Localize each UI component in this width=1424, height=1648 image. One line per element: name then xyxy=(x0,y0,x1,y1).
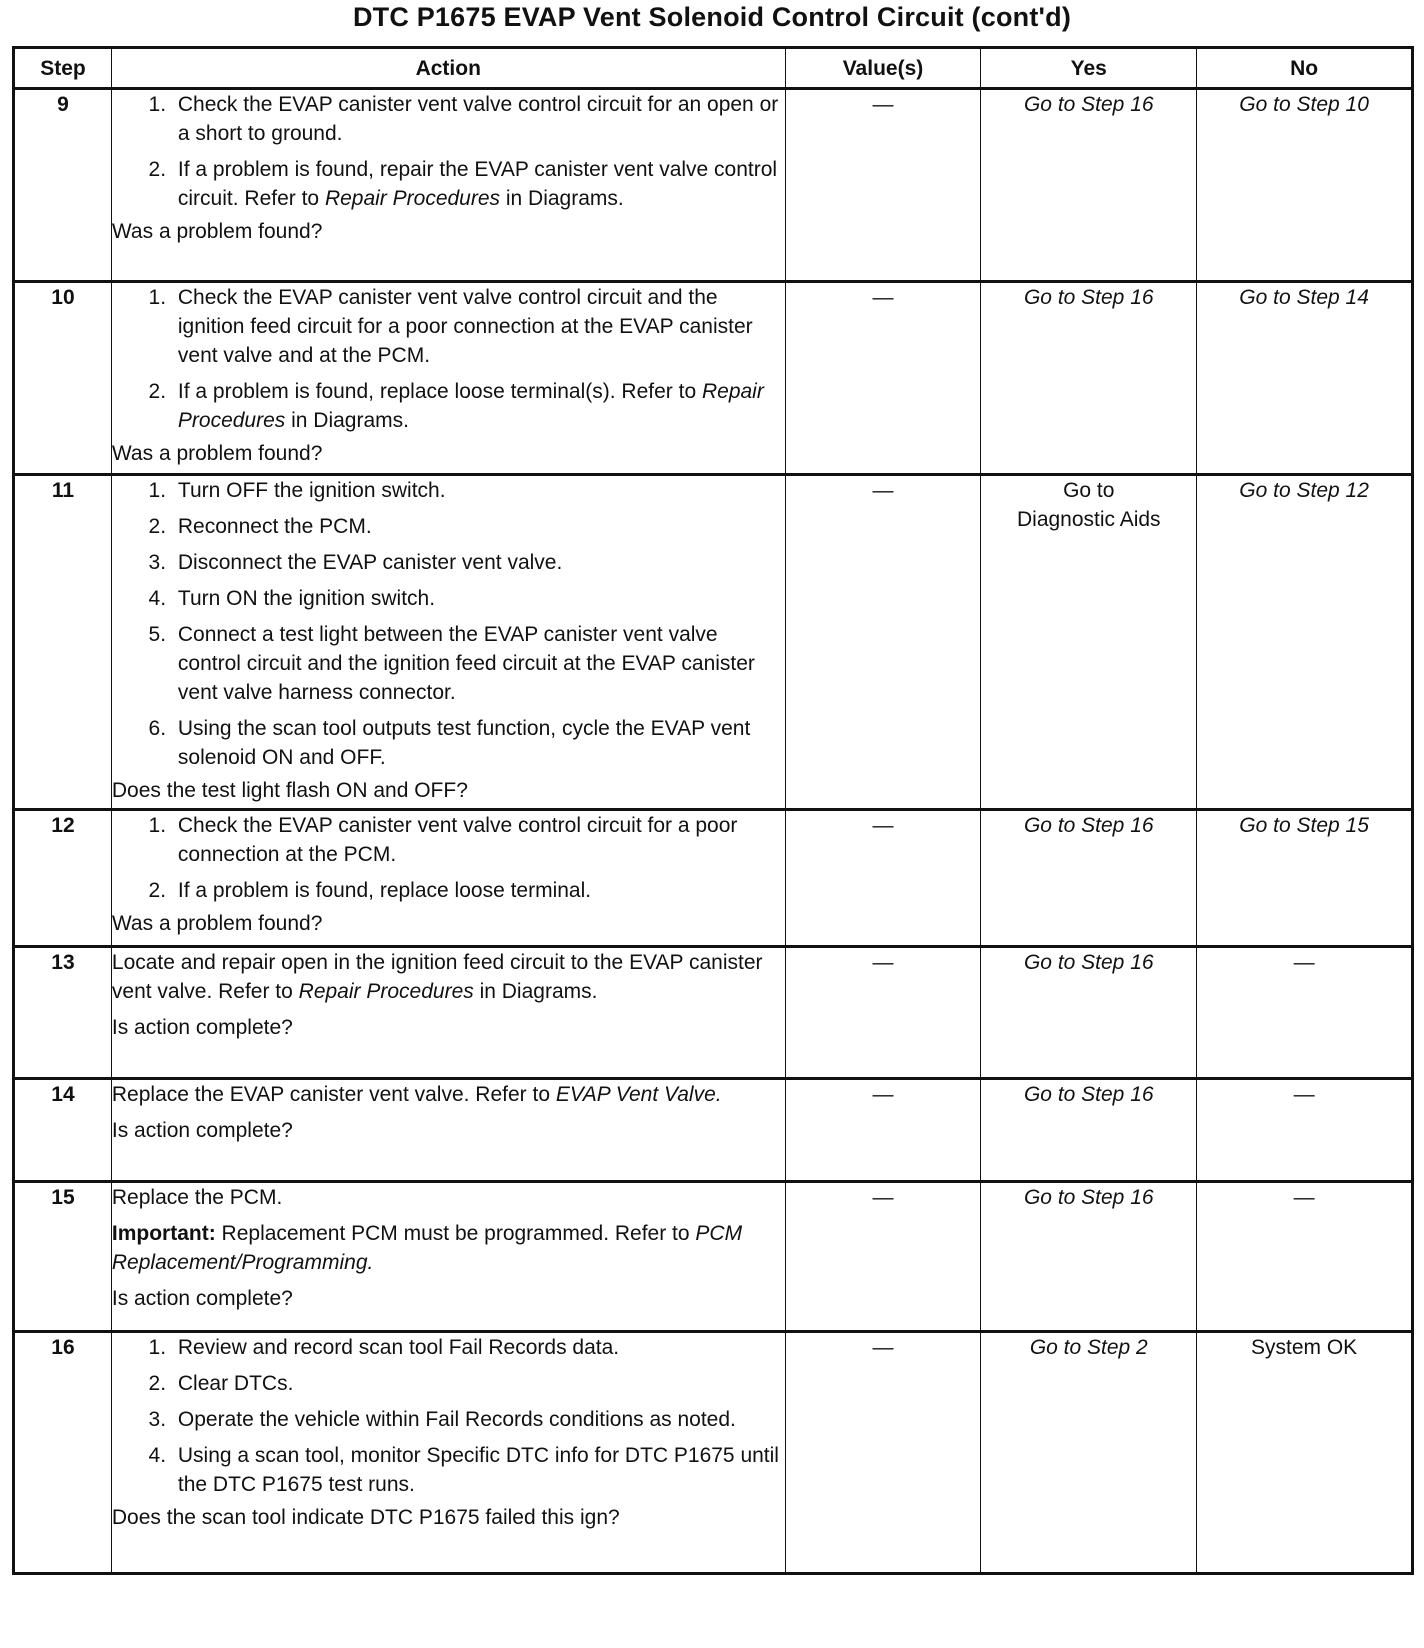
action-list xyxy=(112,90,785,213)
question: Was a problem found? xyxy=(111,912,323,935)
no-cell: — xyxy=(1197,1182,1413,1332)
step-number: 12 xyxy=(14,810,112,947)
header-action: Action xyxy=(111,48,785,89)
list-item: 2. Reconnect the PCM. xyxy=(172,512,785,541)
important-note: Important: Replacement PCM must be programmed. Refer to PCM Replacement/Programming. xyxy=(111,1222,743,1274)
step-number: 15 xyxy=(14,1182,112,1332)
step-number: 11 xyxy=(14,475,112,810)
value-cell: — xyxy=(785,1182,981,1332)
yes-cell: Go to Step 16 xyxy=(981,1182,1197,1332)
table-row xyxy=(14,1079,1413,1182)
question: Was a problem found? xyxy=(111,220,323,243)
yes-cell: Go to Step 2 xyxy=(981,1332,1197,1574)
yes-cell: Go to Step 16 xyxy=(981,282,1197,475)
list-item: 2. If a problem is found, replace loose terminal(s). Refer to Repair Procedures in Diagrams. xyxy=(172,377,785,435)
action-cell xyxy=(111,810,785,947)
value-cell: — xyxy=(785,1079,981,1182)
action-cell xyxy=(111,947,785,1079)
list-item: 4. Using a scan tool, monitor Specific DTC info for DTC P1675 until the DTC P1675 test runs. xyxy=(172,1441,785,1499)
table-row xyxy=(14,810,1413,947)
action-cell xyxy=(111,282,785,475)
table-row xyxy=(14,475,1413,810)
list-item: 5. Connect a test light between the EVAP canister vent valve control circuit and the ignition feed circuit at the EVAP canister vent valve harness connector. xyxy=(172,620,785,707)
no-cell: Go to Step 10 xyxy=(1197,89,1413,282)
yes-cell: Go to Step 16 xyxy=(981,947,1197,1079)
yes-line: Diagnostic Aids xyxy=(1016,508,1161,531)
no-cell: — xyxy=(1197,1079,1413,1182)
action-cell xyxy=(111,89,785,282)
step-number: 16 xyxy=(14,1332,112,1574)
question: Does the scan tool indicate DTC P1675 failed this ign? xyxy=(111,1506,620,1529)
header-yes: Yes xyxy=(981,48,1197,89)
yes-cell: Go to Step 16 xyxy=(981,810,1197,947)
step-number: 10 xyxy=(14,282,112,475)
list-item: 6. Using the scan tool outputs test function, cycle the EVAP vent solenoid ON and OFF. xyxy=(172,714,785,772)
list-item: 3. Disconnect the EVAP canister vent valve. xyxy=(172,548,785,577)
list-item: 4. Turn ON the ignition switch. xyxy=(172,584,785,613)
action-list xyxy=(112,811,785,905)
value-cell: — xyxy=(785,475,981,810)
question: Is action complete? xyxy=(111,1119,293,1142)
table-row xyxy=(14,282,1413,475)
value-cell: — xyxy=(785,810,981,947)
no-cell: Go to Step 12 xyxy=(1197,475,1413,810)
action-paragraph: Replace the PCM. xyxy=(111,1186,283,1209)
no-cell: Go to Step 15 xyxy=(1197,810,1413,947)
list-item: 1. Check the EVAP canister vent valve control circuit and the ignition feed circuit for a poor connection at the EVAP canister vent valve and at the PCM. xyxy=(172,283,785,370)
action-cell xyxy=(111,1332,785,1574)
no-cell: System OK xyxy=(1197,1332,1413,1574)
question: Is action complete? xyxy=(111,1287,293,1310)
question: Is action complete? xyxy=(111,1016,293,1039)
no-cell: Go to Step 14 xyxy=(1197,282,1413,475)
list-item: 3. Operate the vehicle within Fail Records conditions as noted. xyxy=(172,1405,785,1434)
list-item: 1. Review and record scan tool Fail Records data. xyxy=(172,1333,785,1362)
step-number: 14 xyxy=(14,1079,112,1182)
table-row xyxy=(14,1182,1413,1332)
action-paragraph: Replace the EVAP canister vent valve. Refer to EVAP Vent Valve. xyxy=(111,1083,722,1106)
list-item: 1. Check the EVAP canister vent valve control circuit for an open or a short to ground. xyxy=(172,90,785,148)
table-row xyxy=(14,1332,1413,1574)
header-values: Value(s) xyxy=(785,48,981,89)
table-header-row xyxy=(14,48,1413,89)
table-row xyxy=(14,89,1413,282)
question: Was a problem found? xyxy=(111,442,323,465)
header-step: Step xyxy=(14,48,112,89)
action-cell xyxy=(111,1079,785,1182)
no-cell: — xyxy=(1197,947,1413,1079)
list-item: 1. Turn OFF the ignition switch. xyxy=(172,476,785,505)
list-item: 1. Check the EVAP canister vent valve control circuit for a poor connection at the PCM. xyxy=(172,811,785,869)
yes-cell: Go to Step 16 xyxy=(981,89,1197,282)
yes-cell: Go to Step 16 xyxy=(981,1079,1197,1182)
value-cell: — xyxy=(785,282,981,475)
header-no: No xyxy=(1197,48,1413,89)
value-cell: — xyxy=(785,89,981,282)
action-cell xyxy=(111,475,785,810)
yes-cell xyxy=(981,475,1197,810)
question: Does the test light flash ON and OFF? xyxy=(111,779,468,802)
list-item: 2. If a problem is found, replace loose terminal. xyxy=(172,876,785,905)
step-number: 9 xyxy=(14,89,112,282)
action-list xyxy=(112,476,785,772)
step-number: 13 xyxy=(14,947,112,1079)
action-list xyxy=(112,283,785,435)
value-cell: — xyxy=(785,1332,981,1574)
page-title: DTC P1675 EVAP Vent Solenoid Control Circuit (cont'd) xyxy=(352,2,1072,32)
action-cell xyxy=(111,1182,785,1332)
diagnostic-table xyxy=(12,46,1414,1575)
list-item: 2. If a problem is found, repair the EVAP canister vent valve control circuit. Refer to Repair Procedures in Diagrams. xyxy=(172,155,785,213)
table-row xyxy=(14,947,1413,1079)
value-cell: — xyxy=(785,947,981,1079)
action-paragraph: Locate and repair open in the ignition feed circuit to the EVAP canister vent valve. Refer to Repair Procedures in Diagrams. xyxy=(111,951,763,1003)
list-item: 2. Clear DTCs. xyxy=(172,1369,785,1398)
action-list xyxy=(112,1333,785,1499)
yes-line: Go to xyxy=(1063,479,1115,502)
